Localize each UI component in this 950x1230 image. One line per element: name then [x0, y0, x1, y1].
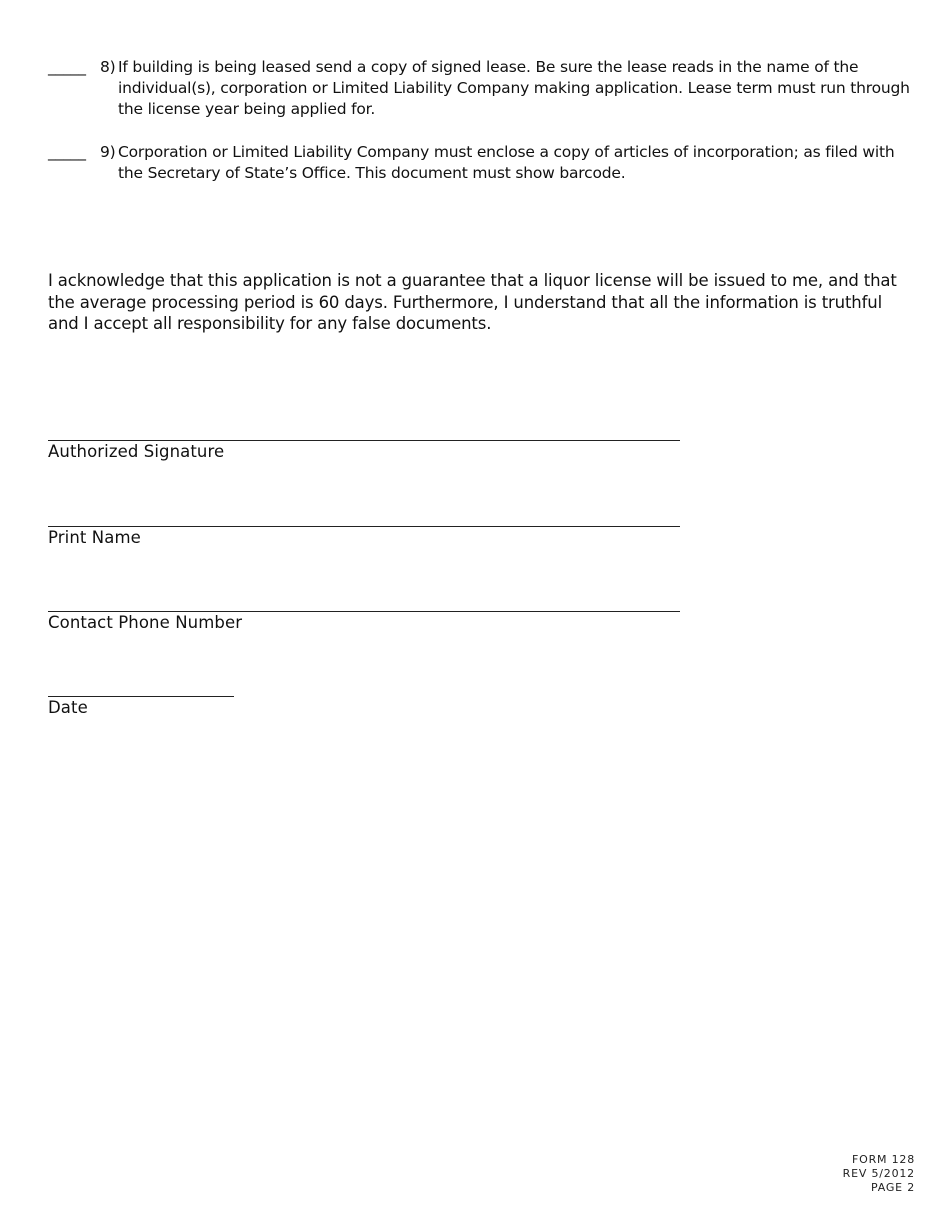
authorized-signature-label: Authorized Signature: [48, 442, 225, 461]
contact-phone-label: Contact Phone Number: [48, 613, 243, 632]
date-label: Date: [48, 698, 88, 717]
authorized-signature-line[interactable]: [48, 440, 680, 441]
contact-phone-line[interactable]: [48, 611, 680, 612]
checklist-item-9: [48, 142, 918, 184]
acknowledgement-paragraph: I acknowledge that this application is not a guarantee that a liquor license will be issued to me, and that the average processing period is 60 days. Furthermore, I understand that all the information is truthful and I accept all responsibility for any false documents.: [48, 271, 897, 333]
page-number: PAGE 2: [870, 1181, 915, 1194]
form-number: FORM 128: [851, 1153, 915, 1166]
checklist-text-8: If building is being leased send a copy of signed lease. Be sure the lease reads in the name of the individual(s), corporation or Limited Liability Company making application. Lease term must run through the license year being applied for.: [118, 58, 910, 118]
print-name-line[interactable]: [48, 526, 680, 527]
checklist-number-9: 9): [100, 143, 116, 161]
checklist-item-8: [48, 57, 918, 120]
checklist-text-9: Corporation or Limited Liability Company must enclose a copy of articles of incorporation; as filed with the Secretary of State’s Office. This document must show barcode.: [118, 143, 895, 182]
checklist-number-8: 8): [100, 58, 116, 76]
date-line[interactable]: [48, 696, 234, 697]
print-name-label: Print Name: [48, 528, 141, 547]
form-footer: [843, 1153, 915, 1195]
form-revision: REV 5/2012: [842, 1167, 915, 1180]
checklist-blank-9[interactable]: _____: [48, 143, 86, 161]
checklist-blank-8[interactable]: _____: [48, 58, 86, 76]
